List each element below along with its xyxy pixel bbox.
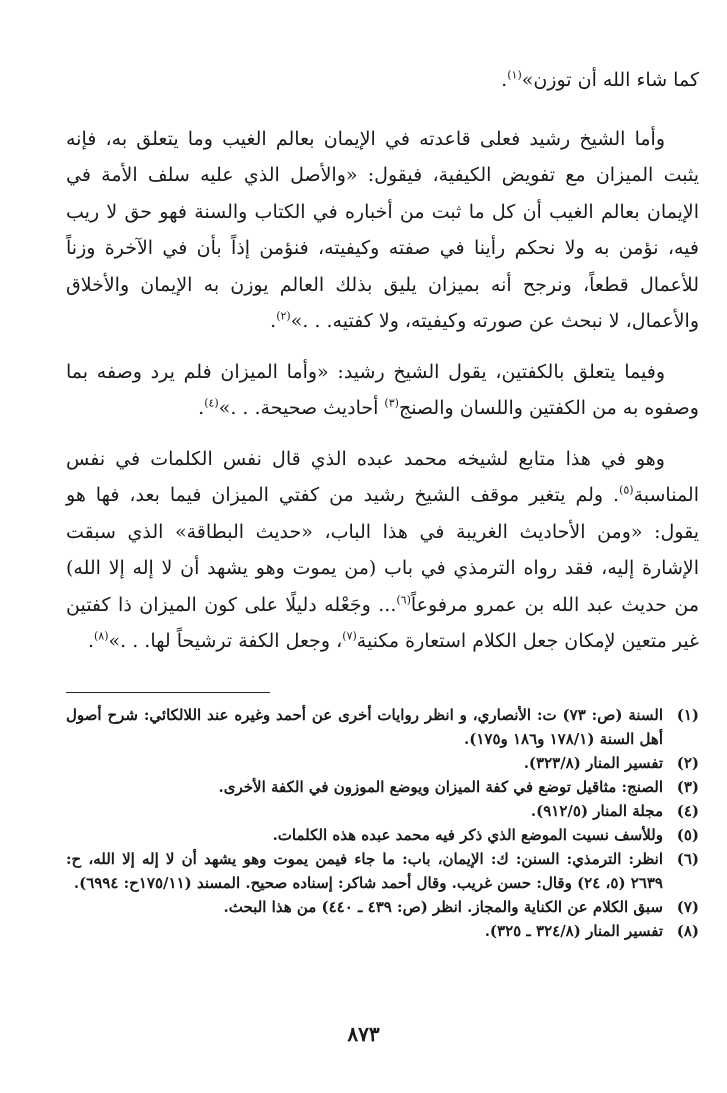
footnote-1 (66, 703, 699, 751)
footnote-ref[interactable]: (٥) (619, 483, 634, 497)
footnote-5 (66, 823, 699, 847)
footnote-number: (٧) (676, 898, 699, 916)
main-text (66, 62, 699, 660)
paragraph-1: كما شاء الله أن توزن»$^{(١)}$. (501, 68, 699, 91)
paragraph-4: وهو في هذا متابع لشيخه محمد عبده الذي قال نفس الكلمات في نفس المناسبة$^{(٥)}$. ولم يتغير موقف الشيخ رشيد من كفتي الميزان فيما بعد، فها هو يقول: «ومن الأحاديث الغريبة في هذا الباب، «حديث البطاقة» الذي سبقت الإشارة إليه، فقد رواه الترمذي في باب (من يموت وهو يشهد أن لا إله إلا الله) من حديث عبد الله بن عمرو مرفوعاً$^{(٦)}$... وجَعْله دليلًا على كون الميزان ذا كفتين غير متعين لإمكان جعل الكلام استعارة مكنية$^{(٧)}$، وجعل الكفة ترشيحاً لها. . .»$^{(٨)}$. (66, 447, 699, 652)
paragraph-text: وأما الشيخ رشيد فعلى قاعدته في الإيمان بعالم الغيب وما يتعلق به، فإنه يثبت الميزان مع تفويض الكيفية، فيقول: «والأصل الذي عليه سلف الأمة في الإيمان بعالم الغيب أن كل ما ثبت من أخباره في الكتاب والسنة فهو حق لا ريب فيه، نؤمن به ولا نحكم رأينا في صفته وكيفيته، فنؤمن إذاً بأن في الآخرة وزناً للأعمال قطعاً، ونرجح أنه بميزان يليق بذلك العالم يوزن به الإيمان والأخلاق والأعمال، لا نبحث عن صورته وكيفيته، ولا كفتيه. . .» (66, 127, 699, 332)
footnote-number: (٨) (676, 922, 699, 940)
footnote-number: (٣) (676, 778, 699, 796)
footnote-text: انظر: الترمذي: السنن: ك: الإيمان، باب: ما جاء فيمن يموت وهو يشهد أن لا إله إلا الله، ح: ٢٦٣٩ (٥، ٢٤) وقال: حسن غريب. وقال أحمد شاكر: إسناده صحيح. المسند (١٧٥/١١ح: ٦٩٩٤). (66, 850, 663, 892)
paragraph-3: وفيما يتعلق بالكفتين، يقول الشيخ رشيد: «وأما الميزان فلم يرد وصفه بما وصفوه به من الكفتين واللسان والصنج$^{(٣)}$ أحاديث صحيحة. . .»$^{(٤)}$. (66, 360, 699, 419)
footnote-2 (66, 751, 699, 775)
footnote-ref[interactable]: (٨) (93, 629, 109, 643)
footnote-6 (66, 847, 699, 895)
footnote-text: تفسير المنار (٣٢٣/٨). (523, 754, 663, 772)
footnote-8 (66, 919, 699, 943)
paragraph-text: وفيما يتعلق بالكفتين، يقول الشيخ رشيد: «وأما الميزان فلم يرد وصفه بما وصفوه به من الكفتين واللسان والصنج (66, 360, 699, 419)
footnote-ref[interactable]: (١) (507, 68, 522, 82)
footnote-number: (٦) (676, 850, 699, 868)
footnote-number: (٤) (676, 802, 699, 820)
footnote-text: مجلة المنار (٩١٢/٥). (530, 802, 663, 820)
footnote-ref[interactable]: (٣) (384, 396, 399, 410)
paragraph-text: كما شاء الله أن توزن» (521, 69, 699, 91)
paragraph-2: وأما الشيخ رشيد فعلى قاعدته في الإيمان بعالم الغيب وما يتعلق به، فإنه يثبت الميزان مع تفويض الكيفية، فيقول: «والأصل الذي عليه سلف الأمة في الإيمان بعالم الغيب أن كل ما ثبت من أخباره في الكتاب والسنة فهو حق لا ريب فيه، نؤمن به ولا نحكم رأينا في صفته وكيفيته، فنؤمن إذاً بأن في الآخرة وزناً للأعمال قطعاً، ونرجح أنه بميزان يليق بذلك العالم يوزن به الإيمان والأخلاق والأعمال، لا نبحث عن صورته وكيفيته، ولا كفتيه. . .»$^{(٢)}$. (66, 127, 699, 332)
footnote-text: تفسير المنار (٣٢٤/٨ ـ ٣٢٥). (484, 922, 663, 940)
footnote-ref[interactable]: (٦) (396, 593, 411, 607)
footnote-text: الصنج: مثاقيل توضع في كفة الميزان ويوضع الموزون في الكفة الأخرى. (218, 778, 663, 796)
footnote-3 (66, 775, 699, 799)
footnote-number: (٥) (676, 826, 699, 844)
page-number: ٨٧٣ (347, 1022, 380, 1046)
footnote-7 (66, 895, 699, 919)
footnote-ref[interactable]: (٢) (276, 309, 291, 323)
footnote-4 (66, 799, 699, 823)
footnote-text: السنة (ص: ٧٣) ت: الأنصاري، و انظر روايات أخرى عن أحمد وغيره عند اللالكائي: شرح أصول أهل السنة (١٧٨/١ و١٨٦ و١٧٥). (66, 706, 664, 748)
footnote-number: (٢) (676, 754, 699, 772)
footnote-text: سبق الكلام عن الكناية والمجاز. انظر (ص: ٤٣٩ ـ ٤٤٠) من هذا البحث. (223, 898, 663, 916)
footnote-text: وللأسف نسيت الموضع الذي ذكر فيه محمد عبده هذه الكلمات. (272, 826, 663, 844)
paragraph-text: وهو في هذا متابع لشيخه محمد عبده الذي قال نفس الكلمات في نفس المناسبة (66, 447, 699, 506)
footnote-number: (١) (676, 706, 699, 724)
footnote-ref[interactable]: (٧) (342, 629, 357, 643)
footnotes (66, 703, 699, 943)
footnote-divider (66, 692, 270, 693)
footnote-ref[interactable]: (٤) (204, 396, 219, 410)
